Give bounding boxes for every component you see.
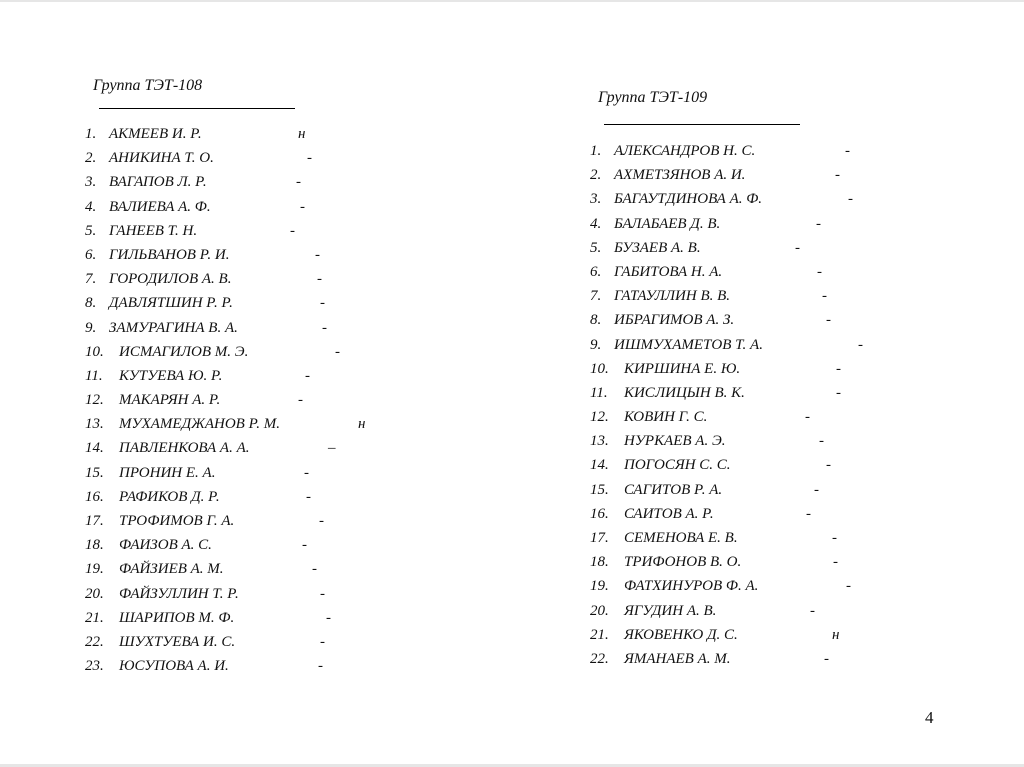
row-number: 14. xyxy=(85,440,104,457)
attendance-mark: - xyxy=(315,246,320,263)
student-row xyxy=(590,502,811,526)
student-name: ГАТАУЛЛИН В. В. xyxy=(614,288,731,305)
attendance-mark: - xyxy=(305,367,310,384)
row-number: 15. xyxy=(85,464,104,481)
student-name: ТРОФИМОВ Г. А. xyxy=(119,513,235,529)
row-number: 9. xyxy=(590,336,602,353)
row-number: 5. xyxy=(85,222,97,239)
row-number: 3. xyxy=(85,174,97,191)
row-number: 6. xyxy=(85,246,97,263)
student-row xyxy=(590,284,827,308)
student-name: ИСМАГИЛОВ М. Э. xyxy=(119,343,249,360)
student-row xyxy=(590,357,841,381)
student-row xyxy=(590,429,824,453)
attendance-mark: - xyxy=(304,464,309,481)
attendance-mark: - xyxy=(816,215,821,232)
student-row xyxy=(590,599,815,623)
student-row xyxy=(590,236,800,260)
student-name: ШАРИПОВ М. Ф. xyxy=(119,609,235,626)
attendance-mark: - xyxy=(817,263,822,280)
student-row xyxy=(85,557,317,581)
row-number: 4. xyxy=(85,198,97,215)
row-number: 2. xyxy=(85,150,97,167)
attendance-mark: - xyxy=(312,561,317,578)
student-row xyxy=(590,260,822,284)
student-name: КИСЛИЦЫН В. К. xyxy=(624,384,745,401)
row-number: 22. xyxy=(85,633,104,650)
row-number: 20. xyxy=(85,585,104,602)
student-row xyxy=(85,436,336,460)
attendance-mark: - xyxy=(320,585,325,602)
row-number: 19. xyxy=(590,578,609,595)
row-number: 18. xyxy=(85,537,104,554)
student-row xyxy=(85,412,366,436)
student-row xyxy=(590,333,863,357)
student-row xyxy=(590,526,837,550)
student-row xyxy=(85,582,325,606)
row-number: 5. xyxy=(590,239,602,256)
row-number: 20. xyxy=(590,602,609,619)
student-name: ВАГАПОВ Л. Р. xyxy=(109,174,207,191)
student-name: ИБРАГИМОВ А. З. xyxy=(614,312,735,329)
student-name: РАФИКОВ Д. Р. xyxy=(119,488,220,505)
row-number: 1. xyxy=(590,143,602,159)
student-name: ФАЙЗУЛЛИН Т. Р. xyxy=(119,585,239,602)
attendance-mark: - xyxy=(819,433,824,450)
row-number: 3. xyxy=(590,191,602,208)
attendance-mark: - xyxy=(319,513,324,529)
attendance-mark: н xyxy=(832,626,840,643)
attendance-mark: - xyxy=(296,174,301,191)
student-name: КУТУЕВА Ю. Р. xyxy=(119,367,223,384)
row-number: 21. xyxy=(85,609,104,626)
student-row xyxy=(85,630,325,654)
student-row xyxy=(85,195,305,219)
student-row xyxy=(590,381,841,405)
student-name: БУЗАЕВ А. В. xyxy=(614,239,701,256)
attendance-mark: – xyxy=(328,440,336,457)
student-name: МУХАМЕДЖАНОВ Р. М. xyxy=(119,416,281,433)
student-name: БАЛАБАЕВ Д. В. xyxy=(614,215,721,232)
attendance-mark: - xyxy=(814,481,819,498)
row-number: 12. xyxy=(85,392,104,409)
title-underline xyxy=(99,108,295,109)
student-row xyxy=(590,139,850,163)
row-number: 16. xyxy=(590,505,609,522)
row-number: 10. xyxy=(85,343,104,360)
student-name: ИШМУХАМЕТОВ Т. А. xyxy=(614,336,763,353)
attendance-mark: - xyxy=(810,602,815,619)
student-name: ЯКОВЕНКО Д. С. xyxy=(624,626,738,643)
attendance-mark: - xyxy=(826,312,831,329)
student-name: ГОРОДИЛОВ А. В. xyxy=(109,271,232,288)
student-row xyxy=(85,606,331,630)
attendance-mark: н xyxy=(358,416,366,433)
attendance-mark: - xyxy=(848,191,853,208)
student-list xyxy=(85,122,366,678)
student-row xyxy=(85,122,306,146)
student-name: ГИЛЬВАНОВ Р. И. xyxy=(109,246,230,263)
student-row xyxy=(85,219,295,243)
page-number: 4 xyxy=(925,708,934,727)
student-name: ЯГУДИН А. В. xyxy=(624,602,717,619)
row-number: 16. xyxy=(85,488,104,505)
student-row xyxy=(85,267,322,291)
student-name: ШУХТУЕВА И. С. xyxy=(119,633,236,650)
attendance-mark: - xyxy=(845,143,850,159)
row-number: 15. xyxy=(590,481,609,498)
student-row xyxy=(85,316,327,340)
row-number: 17. xyxy=(590,530,609,546)
student-row xyxy=(590,453,831,477)
student-name: ФАИЗОВ А. С. xyxy=(119,537,212,554)
student-name: НУРКАЕВ А. Э. xyxy=(624,433,726,450)
attendance-mark: - xyxy=(858,336,863,353)
group-title: Группа ТЭТ-109 xyxy=(598,89,708,106)
student-name: ПОГОСЯН С. С. xyxy=(624,457,731,474)
attendance-mark: - xyxy=(824,650,829,667)
student-name: МАКАРЯН А. Р. xyxy=(119,392,221,409)
student-name: ГАБИТОВА Н. А. xyxy=(614,263,723,280)
student-name: САИТОВ А. Р. xyxy=(624,505,714,522)
student-name: ПАВЛЕНКОВА А. А. xyxy=(119,440,250,457)
student-name: ЗАМУРАГИНА В. А. xyxy=(109,319,238,336)
row-number: 19. xyxy=(85,561,104,578)
student-name: КИРШИНА Е. Ю. xyxy=(624,360,741,377)
attendance-mark: - xyxy=(846,578,851,595)
attendance-mark: - xyxy=(326,609,331,626)
attendance-mark: - xyxy=(320,295,325,312)
student-row xyxy=(85,509,324,533)
student-row xyxy=(590,308,831,332)
student-row xyxy=(85,461,309,485)
student-row xyxy=(590,574,851,598)
student-row xyxy=(85,340,340,364)
row-number: 8. xyxy=(590,312,602,329)
attendance-mark: - xyxy=(836,384,841,401)
attendance-mark: - xyxy=(322,319,327,336)
student-row xyxy=(85,243,320,267)
student-name: БАГАУТДИНОВА А. Ф. xyxy=(614,191,763,208)
attendance-mark: - xyxy=(320,633,325,650)
student-row xyxy=(85,146,312,170)
attendance-mark: - xyxy=(290,222,295,239)
row-number: 11. xyxy=(85,367,103,384)
student-name: АНИКИНА Т. О. xyxy=(109,150,214,167)
attendance-mark: - xyxy=(302,537,307,554)
top-divider xyxy=(0,0,1024,2)
student-row xyxy=(590,550,838,574)
student-row xyxy=(85,291,325,315)
attendance-mark: - xyxy=(307,150,312,167)
group-title: Группа ТЭТ-108 xyxy=(93,77,203,94)
attendance-mark: н xyxy=(298,126,306,142)
student-name: ПРОНИН Е. А. xyxy=(119,464,216,481)
row-number: 4. xyxy=(590,215,602,232)
row-number: 13. xyxy=(590,433,609,450)
attendance-mark: - xyxy=(317,271,322,288)
row-number: 9. xyxy=(85,319,97,336)
attendance-mark: - xyxy=(795,239,800,256)
student-name: КОВИН Г. С. xyxy=(624,409,708,426)
group-tet-109-column xyxy=(590,88,863,671)
student-row xyxy=(85,533,307,557)
row-number: 18. xyxy=(590,554,609,571)
student-row xyxy=(85,170,301,194)
student-name: САГИТОВ Р. А. xyxy=(624,481,723,498)
attendance-mark: - xyxy=(822,288,827,305)
student-row xyxy=(590,623,840,647)
row-number: 12. xyxy=(590,409,609,426)
student-name: АЛЕКСАНДРОВ Н. С. xyxy=(614,143,756,159)
student-name: АКМЕЕВ И. Р. xyxy=(109,126,202,142)
student-row xyxy=(85,388,303,412)
student-name: СЕМЕНОВА Е. В. xyxy=(624,530,738,546)
student-list xyxy=(590,139,863,671)
attendance-mark: - xyxy=(298,392,303,409)
attendance-mark: - xyxy=(335,343,340,360)
title-underline xyxy=(604,124,800,125)
student-row xyxy=(85,364,310,388)
row-number: 22. xyxy=(590,650,609,667)
row-number: 11. xyxy=(590,384,608,401)
student-name: АХМЕТЗЯНОВ А. И. xyxy=(614,167,746,184)
attendance-mark: - xyxy=(318,658,323,675)
row-number: 17. xyxy=(85,513,104,529)
attendance-mark: - xyxy=(826,457,831,474)
student-row xyxy=(85,654,323,678)
attendance-mark: - xyxy=(835,167,840,184)
student-name: ЯМАНАЕВ А. М. xyxy=(624,650,731,667)
student-name: ВАЛИЕВА А. Ф. xyxy=(109,198,211,215)
student-row xyxy=(590,405,810,429)
row-number: 7. xyxy=(85,271,97,288)
student-name: ГАНЕЕВ Т. Н. xyxy=(109,222,198,239)
student-row xyxy=(590,212,821,236)
student-row xyxy=(590,478,819,502)
row-number: 23. xyxy=(85,658,104,675)
row-number: 13. xyxy=(85,416,104,433)
attendance-mark: - xyxy=(833,554,838,571)
row-number: 21. xyxy=(590,626,609,643)
attendance-mark: - xyxy=(805,409,810,426)
student-name: ЮСУПОВА А. И. xyxy=(119,658,229,675)
attendance-mark: - xyxy=(836,360,841,377)
student-row xyxy=(85,485,311,509)
row-number: 8. xyxy=(85,295,97,312)
student-name: ФАТХИНУРОВ Ф. А. xyxy=(624,578,759,595)
group-tet-108-column xyxy=(85,76,366,678)
row-number: 10. xyxy=(590,360,609,377)
student-row xyxy=(590,163,840,187)
student-name: ФАЙЗИЕВ А. М. xyxy=(119,561,224,578)
row-number: 2. xyxy=(590,167,602,184)
row-number: 14. xyxy=(590,457,609,474)
attendance-mark: - xyxy=(300,198,305,215)
row-number: 7. xyxy=(590,288,602,305)
row-number: 6. xyxy=(590,263,602,280)
student-name: ТРИФОНОВ В. О. xyxy=(624,554,742,571)
attendance-mark: - xyxy=(832,530,837,546)
attendance-mark: - xyxy=(806,505,811,522)
student-row xyxy=(590,647,829,671)
student-row xyxy=(590,187,853,211)
student-name: ДАВЛЯТШИН Р. Р. xyxy=(109,295,233,312)
attendance-mark: - xyxy=(306,488,311,505)
row-number: 1. xyxy=(85,126,97,142)
